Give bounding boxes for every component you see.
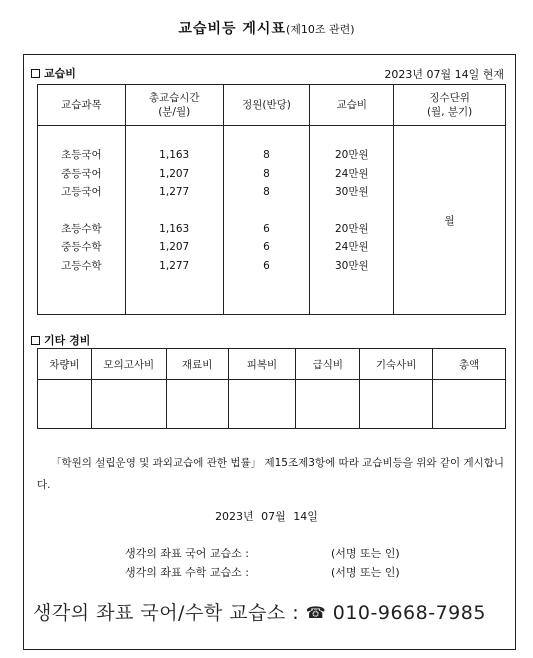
other-expenses-row <box>38 380 506 429</box>
cell-fee: 24만원 <box>334 241 369 253</box>
cell-fee: 30만원 <box>334 186 369 198</box>
header-fee: 교습비 <box>310 85 394 126</box>
cell-subject: 고등국어 <box>61 186 102 198</box>
fees-table-header <box>38 85 506 126</box>
column-capacity <box>223 126 310 315</box>
cell-fee: 20만원 <box>334 149 369 161</box>
cell-subject: 중등국어 <box>61 167 102 180</box>
footer-text: 생각의 좌표 국어/수학 교습소 : <box>33 602 300 624</box>
cell-hours: 1,207 <box>159 167 190 180</box>
checkbox-icon <box>31 336 40 345</box>
header-capacity: 정원(반당) <box>223 85 310 126</box>
cell-capacity: 8 <box>263 167 270 180</box>
cell-empty <box>296 380 360 429</box>
cell-subject: 초등국어 <box>61 149 102 161</box>
header-uniform: 피복비 <box>228 349 296 380</box>
signature-korean-name: 생각의 좌표 국어 교습소 : <box>125 547 249 560</box>
cell-capacity: 8 <box>263 149 270 161</box>
footer-contact <box>33 598 486 625</box>
cell-hours: 1,163 <box>159 149 190 161</box>
section-fees-heading <box>31 65 76 81</box>
cell-capacity: 6 <box>263 259 270 272</box>
section-other-label: 기타 경비 <box>44 334 91 347</box>
header-unit: 징수단위 (월, 분기) <box>394 85 506 126</box>
cell-subject: 초등수학 <box>61 222 102 235</box>
footer-phone: 010-9668-7985 <box>332 602 486 624</box>
header-meals: 급식비 <box>296 349 360 380</box>
checkbox-icon <box>31 69 40 78</box>
legal-notice: 「학원의 설립운영 및 과외교습에 관한 법률」 제15조제3항에 따라 교습비등을 위와 같이 게시합니다. <box>37 457 505 491</box>
cell-empty <box>433 380 506 429</box>
cell-empty <box>91 380 166 429</box>
cell-fee: 24만원 <box>334 167 369 180</box>
document-title <box>0 18 533 38</box>
cell-capacity: 6 <box>263 241 270 253</box>
fees-table-body <box>38 126 506 315</box>
section-other-heading <box>31 332 90 348</box>
header-dormitory: 기숙사비 <box>360 349 433 380</box>
other-expenses-table <box>37 348 506 429</box>
header-subject: 교습과목 <box>38 85 126 126</box>
signature-korean-sign: (서명 또는 인) <box>331 547 400 560</box>
header-hours: 총교습시간 (분/월) <box>125 85 223 126</box>
cell-subject: 중등수학 <box>61 241 102 253</box>
cell-collection-unit: 월 <box>394 126 506 315</box>
cell-empty <box>38 380 92 429</box>
column-hours <box>125 126 223 315</box>
signature-math-sign: (서명 또는 인) <box>331 566 400 579</box>
phone-icon: ☎ <box>305 603 327 622</box>
cell-capacity: 6 <box>263 222 270 235</box>
other-expenses-header <box>38 349 506 380</box>
signature-math-name: 생각의 좌표 수학 교습소 : <box>125 566 249 579</box>
cell-fee: 30만원 <box>334 259 369 272</box>
cell-empty <box>166 380 228 429</box>
cell-fee: 20만원 <box>334 222 369 235</box>
title-sub: (제10조 관련) <box>285 23 355 36</box>
cell-empty <box>228 380 296 429</box>
cell-hours: 1,207 <box>159 241 190 253</box>
header-total: 총액 <box>433 349 506 380</box>
cell-capacity: 8 <box>263 186 270 198</box>
header-mock-exam: 모의고사비 <box>91 349 166 380</box>
cell-hours: 1,277 <box>159 259 190 272</box>
column-subjects <box>38 126 126 315</box>
section-fees-label: 교습비 <box>44 67 76 80</box>
title-main: 교습비등 게시표 <box>178 21 286 37</box>
column-fees <box>310 126 394 315</box>
current-date: 2023년 07월 14일 현재 <box>384 68 504 81</box>
header-vehicle: 차량비 <box>38 349 92 380</box>
cell-subject: 고등수학 <box>61 259 102 272</box>
fees-table <box>37 84 506 315</box>
issue-date: 2023년 07월 14일 <box>215 510 318 523</box>
header-materials: 재료비 <box>166 349 228 380</box>
cell-hours: 1,163 <box>159 222 190 235</box>
cell-empty <box>360 380 433 429</box>
cell-hours: 1,277 <box>159 186 190 198</box>
